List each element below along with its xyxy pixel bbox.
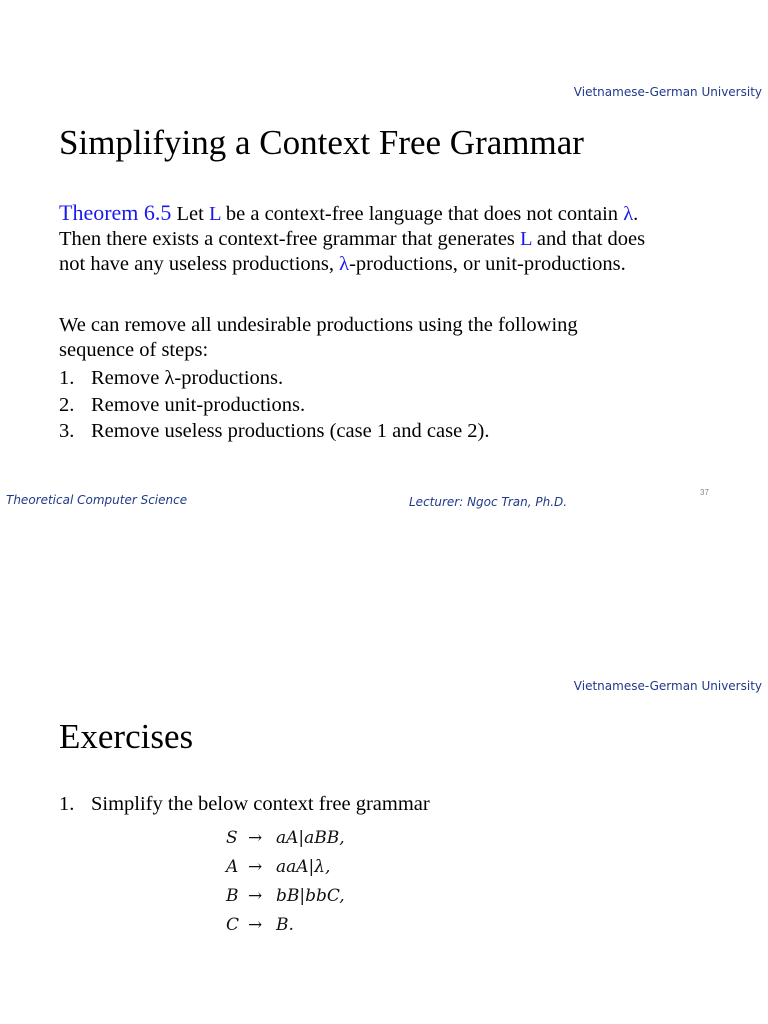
exercise-item — [59, 792, 430, 817]
footer-lecturer: Lecturer: Ngoc Tran, Ph.D. — [409, 495, 568, 509]
list-item — [59, 392, 490, 419]
footer-course: Theoretical Computer Science — [6, 493, 188, 507]
theorem-label: Theorem 6.5 — [59, 200, 172, 225]
grammar-rule — [226, 824, 345, 853]
arrow-icon: → — [248, 886, 263, 906]
list-item — [59, 418, 490, 445]
theorem-text: . — [633, 203, 639, 225]
step-number: 2. — [59, 393, 75, 416]
grammar-rule — [226, 911, 345, 940]
intro-line-2: sequence of steps: — [59, 339, 209, 361]
grammar-rules — [226, 824, 345, 940]
slide-title: Simplifying a Context Free Grammar — [59, 123, 584, 162]
arrow-icon: → — [248, 915, 263, 935]
language-symbol: L — [520, 228, 532, 250]
list-item — [59, 365, 490, 392]
step-text: Remove λ-productions. — [91, 367, 284, 389]
rule-lhs: A — [226, 857, 239, 877]
theorem-text: Let — [171, 203, 209, 225]
theorem-line-3 — [59, 252, 645, 277]
theorem-text: Then there exists a context-free grammar that generates — [59, 228, 521, 250]
arrow-icon: → — [248, 828, 263, 848]
lambda-symbol: λ — [339, 253, 350, 275]
rule-lhs: B — [226, 886, 239, 906]
university-name: Vietnamese-German University — [573, 679, 762, 693]
slide-title: Exercises — [59, 717, 194, 756]
exercise-number: 1. — [59, 793, 75, 815]
theorem-text: -productions, or unit-productions. — [349, 253, 626, 275]
step-text: Remove unit-productions. — [91, 393, 306, 416]
exercise-text: Simplify the below context free grammar — [91, 793, 430, 815]
theorem-text: not have any useless productions, — [59, 253, 340, 275]
page-number: 37 — [700, 488, 709, 497]
theorem-text: and that does — [531, 228, 646, 250]
arrow-icon: → — [248, 857, 263, 877]
grammar-rule — [226, 882, 345, 911]
rule-lhs: C — [226, 915, 240, 935]
step-number: 3. — [59, 420, 75, 442]
rule-rhs: B. — [276, 915, 294, 935]
step-text: Remove useless productions (case 1 and case 2). — [91, 420, 490, 442]
steps-list — [59, 365, 490, 445]
theorem-line-1 — [59, 200, 645, 227]
rule-rhs: aaA|λ, — [276, 857, 331, 877]
lambda-symbol: λ — [623, 203, 634, 225]
rule-rhs: aA|aBB, — [276, 828, 345, 848]
university-name: Vietnamese-German University — [573, 85, 762, 99]
intro-line-1: We can remove all undesirable productions using the following — [59, 314, 578, 336]
grammar-rule — [226, 853, 345, 882]
theorem-paragraph — [59, 200, 645, 277]
slide-38 — [0, 594, 768, 1024]
step-number: 1. — [59, 367, 75, 389]
theorem-line-2 — [59, 227, 645, 252]
language-symbol: L — [208, 203, 221, 225]
rule-rhs: bB|bbC, — [276, 886, 345, 906]
intro-paragraph — [59, 313, 578, 363]
rule-lhs: S — [226, 828, 238, 848]
theorem-text: be a context-free language that does not contain — [220, 203, 624, 225]
